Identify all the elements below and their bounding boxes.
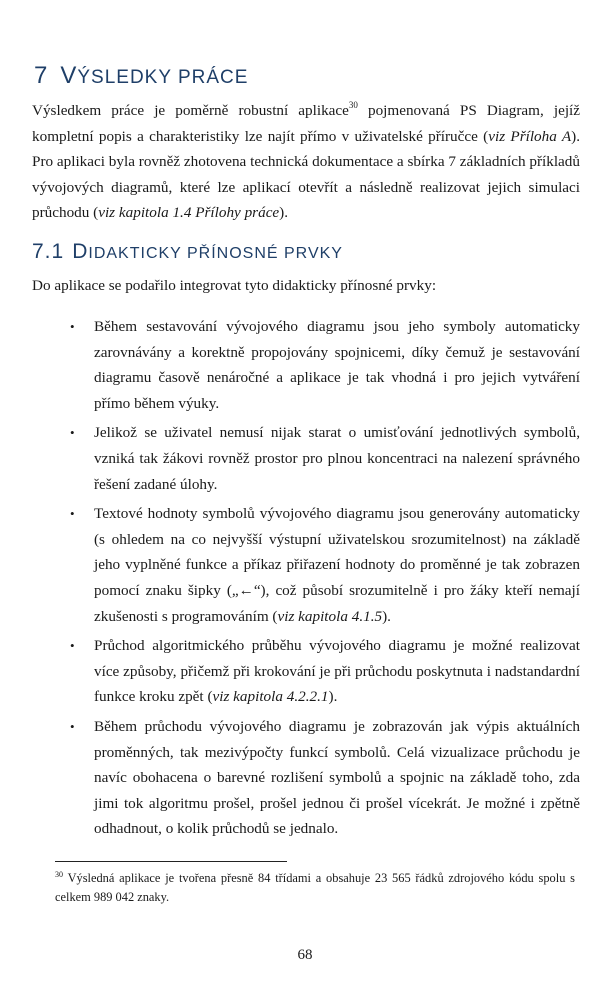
footnote-divider [55,861,287,862]
section-number: 7.1 [32,240,65,263]
chapter-title-initial: V [60,62,78,89]
list-item-text: Jelikož se uživatel nemusí nijak starat o umisťování jednotlivých symbolů, vzniká tak žákovi rovněž prostor pro plnou koncentraci na nalezení správného řešení zadané úlohy. [94,424,580,493]
list-item [32,420,580,497]
chapter-heading [34,62,248,90]
footnote [55,869,575,907]
list-item-reference: viz kapitola 4.2.2.1 [212,688,329,706]
list-item-text-end: ). [382,607,391,625]
list-item-text-end: ). [328,688,338,706]
list-item-text: Během sestavování vývojového diagramu jsou jeho symboly automaticky zarovnávány a korektně propojovány spojnicemi, díky čemuž je sestavování diagramu časově nenáročné a aplikace je tak vhodná i pro jejich vytváření přímo během výuky. [94,318,580,412]
intro-text-a: Výsledkem práce je poměrně robustní aplikace [32,102,349,119]
bullet-icon: • [70,718,75,734]
chapter-reference: viz kapitola 1.4 Přílohy práce [98,204,280,221]
list-item-reference: viz kapitola 4.1.5 [277,607,383,625]
footnote-text: Výsledná aplikace je tvořena přesně 84 třídami a obsahuje 23 565 řádků zdrojového kódu spolu s celkem 989 042 znaky. [55,871,575,904]
appendix-reference: viz Příloha A [488,127,572,145]
section-lead: Do aplikace se podařilo integrovat tyto didakticky přínosné prvky: [32,277,437,294]
footnote-reference: 30 [348,100,358,110]
section-title-initial: D [72,240,89,263]
bullet-icon: • [70,425,75,441]
bullet-list [32,314,580,846]
intro-text-d: ). [279,204,289,221]
section-heading [32,240,343,264]
bullet-icon: • [70,506,75,522]
list-item-text: Během průchodu vývojového diagramu je zobrazován jak výpis aktuálních proměnných, tak mezivýpočty funkcí symbolů. Celá vizualizace průchodu je navíc obohacena o barevné rozlišení symbolů a spojnic na základě toho, zda jimi tok algoritmu prošel, prošel jednou či prošel vícekrát. Je možné i zpětně odhadnout, o kolik průchodů se jednalo. [94,717,580,838]
intro-text-b: pojmenovaná PS Diagram, jejíž kompletní popis a charakteristiky lze najít přímo v uživatelské příručce ( [32,102,580,145]
list-item [32,314,580,416]
list-item-text: Textové hodnoty symbolů vývojového diagramu jsou generovány automaticky (s ohledem na co nejvyšší výstupní uživatelskou srozumitelnost) na základě jeho vyplněné funkce a příkaz přiřazení hodnoty do proměnné je tak zobrazen pomocí znaku šipky („←“), což působí srozumitelně i pro žáky kteří nemají zkušenosti s programováním ( [94,505,580,625]
list-item-text: Průchod algoritmického průběhu vývojového diagramu je možné realizovat více způsoby, přičemž při krokování je při průchodu poskytnuta i nadstandardní funkce kroku zpět ( [94,637,580,706]
bullet-icon: • [70,638,75,654]
chapter-title-rest: ÝSLEDKY PRÁCE [77,67,249,88]
bullet-icon: • [70,319,75,334]
page-number: 68 [297,947,313,963]
list-item [32,501,580,629]
list-item [32,714,580,842]
section-title-rest: IDAKTICKY PŘÍNOSNÉ PRVKY [88,245,343,262]
list-item [32,633,580,710]
footnote-number: 30 [55,870,63,879]
intro-paragraph [32,98,580,226]
intro-text-c: ). Pro aplikaci byla rovněž zhotovena technická dokumentace a sbírka 7 základních příkladů vývojových diagramů, které lze aplikací otevřít a následně realizovat jejich simulaci průchodu ( [32,127,580,221]
chapter-number: 7 [34,62,49,89]
